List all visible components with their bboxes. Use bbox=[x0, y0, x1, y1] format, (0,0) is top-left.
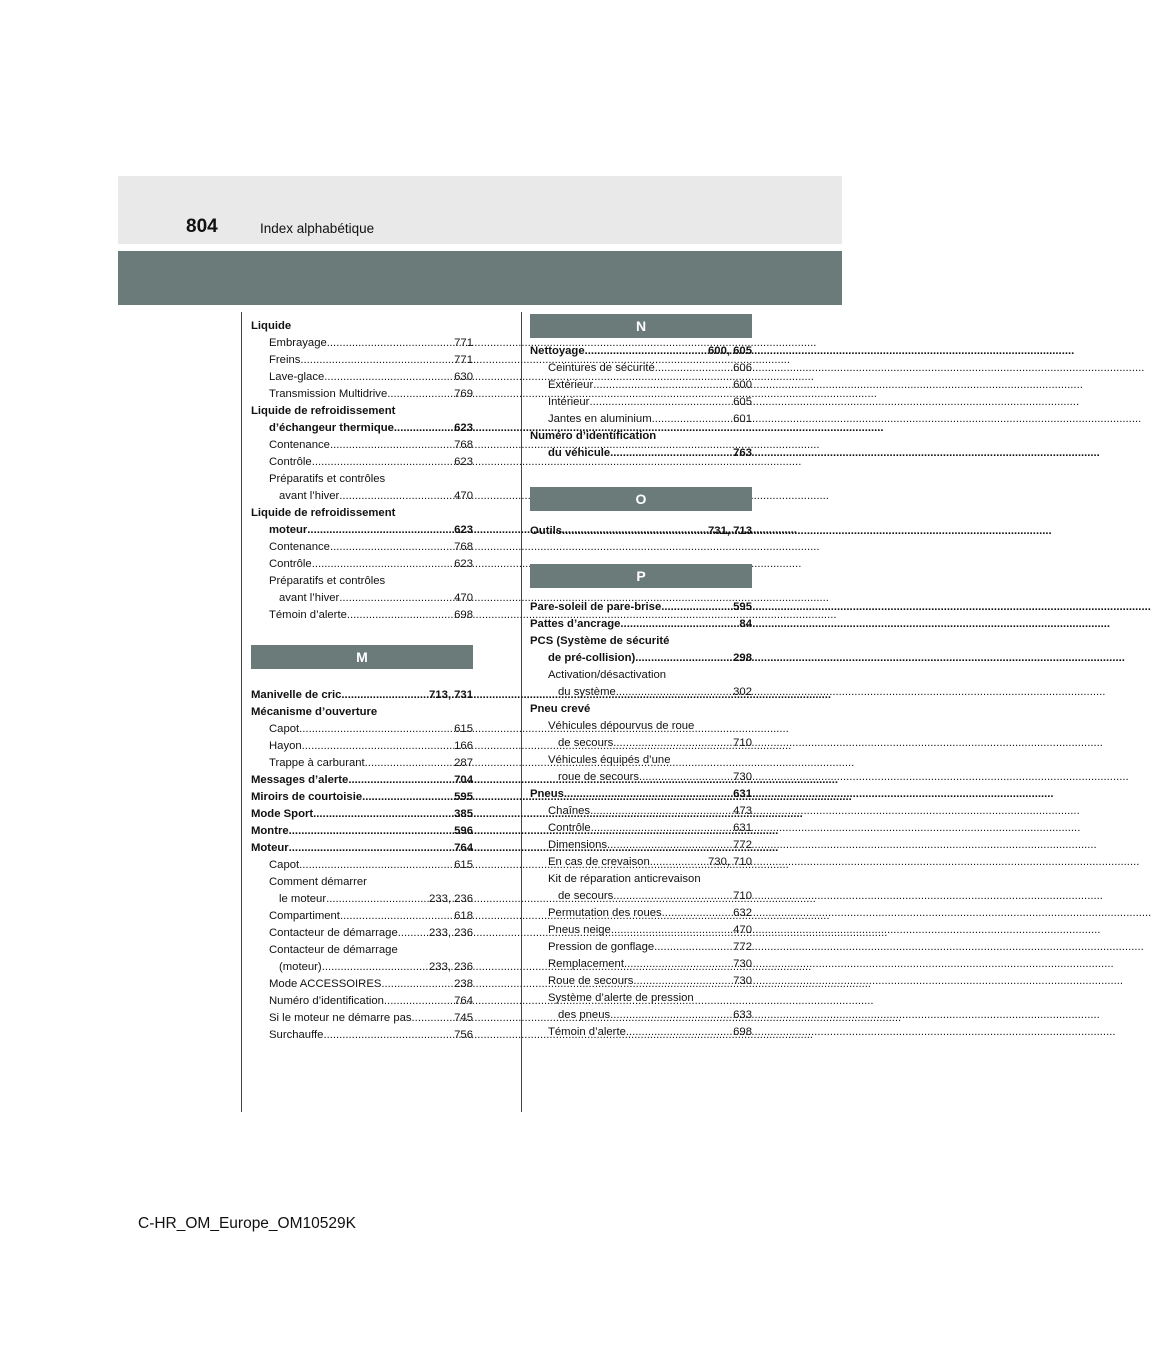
dot-leader bbox=[654, 939, 732, 956]
dot-leader bbox=[302, 738, 453, 755]
dot-leader bbox=[610, 445, 732, 462]
index-entry-text: moteur bbox=[269, 524, 308, 536]
dot-leader bbox=[611, 922, 732, 939]
index-entry-text: Extérieur bbox=[548, 379, 594, 391]
index-entry-text: Compartiment bbox=[269, 910, 340, 922]
index-entry bbox=[251, 437, 473, 454]
index-entry bbox=[530, 445, 752, 462]
index-entry-page: 768 bbox=[454, 541, 473, 553]
index-entry-page: 633 bbox=[733, 1009, 752, 1021]
dot-leader bbox=[341, 687, 428, 704]
index-entry bbox=[530, 990, 752, 1007]
index-entry bbox=[530, 1007, 752, 1024]
index-entry bbox=[530, 428, 752, 445]
dot-leader bbox=[340, 908, 453, 925]
index-entry-text: Témoin d’alerte bbox=[548, 1026, 626, 1038]
index-entry-text: Numéro d’identification bbox=[530, 430, 657, 442]
index-entry-page: 615 bbox=[454, 723, 473, 735]
index-entry-text: Lave-glace bbox=[269, 371, 325, 383]
dot-leader bbox=[381, 976, 453, 993]
dot-leader bbox=[398, 925, 428, 942]
index-entry bbox=[530, 803, 752, 820]
dot-leader bbox=[590, 803, 732, 820]
index-entry-text: Pneu crevé bbox=[530, 703, 591, 715]
index-entry-text: Contrôle bbox=[269, 558, 312, 570]
index-entry bbox=[251, 573, 473, 590]
index-entry-page: 731, 713 bbox=[708, 525, 752, 537]
dot-leader bbox=[562, 523, 707, 540]
index-entry bbox=[530, 735, 752, 752]
index-entry bbox=[530, 922, 752, 939]
index-entry bbox=[251, 505, 473, 522]
index-entry-text: Contenance bbox=[269, 541, 330, 553]
index-entry bbox=[251, 488, 473, 505]
index-entry bbox=[530, 905, 752, 922]
index-entry-page: 704 bbox=[454, 774, 473, 786]
index-entry-page: 233, 236 bbox=[429, 893, 473, 905]
index-entry bbox=[251, 908, 473, 925]
dot-leader bbox=[299, 857, 453, 874]
index-entry bbox=[251, 1010, 473, 1027]
index-entry-page: 772 bbox=[733, 839, 752, 851]
index-entry-text: Pression de gonflage bbox=[548, 941, 655, 953]
index-entry bbox=[530, 616, 752, 633]
index-entry bbox=[530, 701, 752, 718]
index-entry-text: Activation/désactivation bbox=[548, 669, 667, 681]
dot-leader bbox=[324, 369, 453, 386]
index-entry bbox=[251, 976, 473, 993]
index-entry bbox=[530, 837, 752, 854]
dot-leader bbox=[312, 556, 453, 573]
index-entry-text: Liquide de refroidissement bbox=[251, 507, 396, 519]
index-entry-page: 771 bbox=[454, 354, 473, 366]
index-entry-page: 615 bbox=[454, 859, 473, 871]
index-entry-page: 710 bbox=[733, 890, 752, 902]
index-entry-text: Pare-soleil de pare-brise bbox=[530, 601, 662, 613]
dot-leader bbox=[394, 420, 453, 437]
index-entry-page: 473 bbox=[733, 805, 752, 817]
index-entry-text: de secours bbox=[558, 890, 614, 902]
dot-leader bbox=[299, 721, 453, 738]
index-entry bbox=[530, 650, 752, 667]
index-entry-text: Trappe à carburant bbox=[269, 757, 365, 769]
index-entry-page: 698 bbox=[733, 1026, 752, 1038]
dot-leader bbox=[313, 806, 453, 823]
index-entry-page: 730 bbox=[733, 771, 752, 783]
index-entry-page: 768 bbox=[454, 439, 473, 451]
dot-leader bbox=[591, 820, 732, 837]
index-entry bbox=[251, 607, 473, 624]
index-entry bbox=[251, 755, 473, 772]
dot-leader bbox=[289, 823, 453, 840]
index-entry bbox=[251, 857, 473, 874]
section-title: Index alphabétique bbox=[260, 221, 375, 236]
index-entry bbox=[251, 352, 473, 369]
index-entry bbox=[251, 556, 473, 573]
dot-leader bbox=[626, 1024, 732, 1041]
index-entry-text: Préparatifs et contrôles bbox=[269, 575, 386, 587]
left-column-rule bbox=[241, 312, 242, 1112]
letter-band-n: N bbox=[530, 314, 752, 338]
index-entry bbox=[530, 871, 752, 888]
letter-band-p: P bbox=[530, 564, 752, 588]
index-entry bbox=[530, 633, 752, 650]
dot-leader bbox=[585, 343, 707, 360]
dot-leader bbox=[323, 1027, 453, 1044]
dot-leader bbox=[348, 772, 453, 789]
dot-leader bbox=[327, 335, 453, 352]
index-entry-page: 596 bbox=[454, 825, 473, 837]
index-entry-text: (moteur) bbox=[279, 961, 322, 973]
dot-leader bbox=[633, 973, 732, 990]
index-entry-text: Pneus neige bbox=[548, 924, 611, 936]
index-entry bbox=[251, 738, 473, 755]
index-entry-page: 756 bbox=[454, 1029, 473, 1041]
dot-leader bbox=[593, 377, 732, 394]
index-entry-page: 601 bbox=[733, 413, 752, 425]
dot-leader bbox=[312, 454, 453, 471]
dot-leader bbox=[339, 488, 453, 505]
right-column bbox=[530, 314, 752, 1041]
index-entry bbox=[251, 993, 473, 1010]
index-entry-text: Dimensions bbox=[548, 839, 608, 851]
dot-leader bbox=[589, 394, 732, 411]
index-entry-text: Contenance bbox=[269, 439, 330, 451]
index-entry bbox=[251, 704, 473, 721]
index-entry bbox=[251, 789, 473, 806]
index-entry-text: Capot bbox=[269, 859, 300, 871]
dot-leader bbox=[655, 360, 732, 377]
index-entry bbox=[530, 820, 752, 837]
dot-leader bbox=[652, 411, 733, 428]
dot-leader bbox=[387, 386, 453, 403]
index-entry-page: 623 bbox=[454, 558, 473, 570]
index-entry-page: 730 bbox=[733, 975, 752, 987]
index-entry bbox=[530, 854, 752, 871]
index-entry-text: Système d’alerte de pression bbox=[548, 992, 694, 1004]
dot-leader bbox=[620, 616, 738, 633]
index-entry bbox=[251, 318, 473, 335]
dot-leader bbox=[624, 956, 732, 973]
page-number: 804 bbox=[186, 216, 218, 237]
index-entry-page: 772 bbox=[733, 941, 752, 953]
dot-leader bbox=[607, 837, 732, 854]
index-entry bbox=[530, 684, 752, 701]
index-entry-page: 298 bbox=[733, 652, 752, 664]
dot-leader bbox=[330, 539, 453, 556]
index-entry-page: 600, 605 bbox=[708, 345, 752, 357]
index-entry-text: Comment démarrer bbox=[269, 876, 367, 888]
index-entry-page: 166 bbox=[454, 740, 473, 752]
index-entry-page: 763 bbox=[733, 447, 752, 459]
index-entry-page: 470 bbox=[733, 924, 752, 936]
index-entry-text: le moteur bbox=[279, 893, 327, 905]
dot-leader bbox=[613, 735, 732, 752]
index-entry bbox=[251, 687, 473, 704]
index-entry-page: 595 bbox=[454, 791, 473, 803]
dot-leader bbox=[662, 905, 732, 922]
dot-leader bbox=[635, 650, 732, 667]
index-entry-text: Chaînes bbox=[548, 805, 591, 817]
index-entry-text: Messages d’alerte bbox=[251, 774, 349, 786]
index-entry bbox=[530, 752, 752, 769]
index-entry-text: Jantes en aluminium bbox=[548, 413, 652, 425]
index-entry-page: 623 bbox=[454, 524, 473, 536]
index-entry-text: Véhicules dépourvus de roue bbox=[548, 720, 695, 732]
header-band bbox=[118, 251, 842, 305]
index-entry-text: Liquide bbox=[251, 320, 292, 332]
index-entry bbox=[530, 343, 752, 360]
index-entry-text: roue de secours bbox=[558, 771, 640, 783]
index-entry-page: 385 bbox=[454, 808, 473, 820]
dot-leader bbox=[330, 437, 453, 454]
index-entry-text: des pneus bbox=[558, 1009, 611, 1021]
index-entry-text: du véhicule bbox=[548, 447, 611, 459]
index-entry-text: Liquide de refroidissement bbox=[251, 405, 396, 417]
index-entry-page: 630 bbox=[454, 371, 473, 383]
dot-leader bbox=[564, 786, 732, 803]
index-entry-text: de pré-collision) bbox=[548, 652, 636, 664]
index-entry-text: avant l’hiver bbox=[279, 490, 340, 502]
index-entry-page: 764 bbox=[454, 842, 473, 854]
index-entry-text: Outils bbox=[530, 525, 563, 537]
index-entry-text: Contrôle bbox=[269, 456, 312, 468]
dot-leader bbox=[639, 769, 732, 786]
index-entry bbox=[530, 394, 752, 411]
dot-leader bbox=[384, 993, 453, 1010]
index-entry bbox=[251, 840, 473, 857]
index-entry bbox=[530, 786, 752, 803]
index-entry-text: Mécanisme d’ouverture bbox=[251, 706, 378, 718]
index-entry-text: Kit de réparation anticrevaison bbox=[548, 873, 701, 885]
index-entry-text: de secours bbox=[558, 737, 614, 749]
index-entry-text: avant l’hiver bbox=[279, 592, 340, 604]
index-entry bbox=[530, 667, 752, 684]
index-entry bbox=[251, 369, 473, 386]
letter-band-m: M bbox=[251, 645, 473, 669]
index-entry bbox=[251, 925, 473, 942]
index-group-m bbox=[251, 687, 473, 1044]
index-entry-page: 631 bbox=[733, 822, 752, 834]
index-entry-text: Capot bbox=[269, 723, 300, 735]
index-entry-page: 605 bbox=[733, 396, 752, 408]
index-entry-page: 769 bbox=[454, 388, 473, 400]
index-entry-text: Ceintures de sécurité bbox=[548, 362, 655, 374]
dot-leader bbox=[362, 789, 453, 806]
index-entry-text: Permutation des roues bbox=[548, 907, 662, 919]
index-entry-text: Surchauffe bbox=[269, 1029, 324, 1041]
dot-leader bbox=[307, 522, 453, 539]
index-entry-page: 470 bbox=[454, 490, 473, 502]
index-entry bbox=[251, 386, 473, 403]
index-entry bbox=[530, 769, 752, 786]
dot-leader bbox=[650, 854, 707, 871]
index-entry bbox=[530, 360, 752, 377]
dot-leader bbox=[365, 755, 453, 772]
index-entry-page: 84 bbox=[739, 618, 752, 630]
document-code: C-HR_OM_Europe_OM10529K bbox=[138, 1215, 356, 1232]
index-entry bbox=[251, 454, 473, 471]
index-entry-page: 233, 236 bbox=[429, 961, 473, 973]
index-entry-text: Remplacement bbox=[548, 958, 624, 970]
header-bar bbox=[118, 176, 842, 244]
dot-leader bbox=[616, 684, 732, 701]
index-entry-text: Roue de secours bbox=[548, 975, 634, 987]
index-entry bbox=[251, 721, 473, 738]
dot-leader bbox=[300, 352, 453, 369]
index-entry-text: Contacteur de démarrage bbox=[269, 927, 398, 939]
dot-leader bbox=[326, 891, 428, 908]
index-entry-text: Miroirs de courtoisie bbox=[251, 791, 363, 803]
index-entry bbox=[251, 806, 473, 823]
index-entry-text: Si le moteur ne démarre pas bbox=[269, 1012, 412, 1024]
index-entry-page: 233, 236 bbox=[429, 927, 473, 939]
index-entry-text: Montre bbox=[251, 825, 289, 837]
dot-leader bbox=[661, 599, 732, 616]
index-entry-page: 698 bbox=[454, 609, 473, 621]
index-entry bbox=[251, 1027, 473, 1044]
index-entry-page: 238 bbox=[454, 978, 473, 990]
index-entry bbox=[251, 539, 473, 556]
dot-leader bbox=[347, 607, 453, 624]
index-entry-page: 730, 710 bbox=[708, 856, 752, 868]
index-entry bbox=[251, 471, 473, 488]
index-entry-page: 287 bbox=[454, 757, 473, 769]
index-entry bbox=[530, 411, 752, 428]
letter-band-o: O bbox=[530, 487, 752, 511]
index-entry bbox=[530, 956, 752, 973]
index-entry-page: 764 bbox=[454, 995, 473, 1007]
index-entry-text: Mode Sport bbox=[251, 808, 314, 820]
index-entry bbox=[530, 599, 752, 616]
index-entry-text: du système bbox=[558, 686, 616, 698]
index-entry-text: Hayon bbox=[269, 740, 302, 752]
index-entry-text: PCS (Système de sécurité bbox=[530, 635, 670, 647]
index-group-l bbox=[251, 318, 473, 624]
index-entry-page: 710 bbox=[733, 737, 752, 749]
index-entry-text: Numéro d’identification bbox=[269, 995, 384, 1007]
left-column bbox=[251, 318, 473, 1044]
index-entry-text: Contacteur de démarrage bbox=[269, 944, 398, 956]
dot-leader bbox=[610, 1007, 732, 1024]
index-entry bbox=[251, 959, 473, 976]
index-entry bbox=[530, 973, 752, 990]
index-entry-page: 618 bbox=[454, 910, 473, 922]
index-entry-page: 606 bbox=[733, 362, 752, 374]
index-entry-text: Freins bbox=[269, 354, 301, 366]
index-entry-text: Pattes d’ancrage bbox=[530, 618, 621, 630]
index-entry bbox=[251, 772, 473, 789]
index-entry bbox=[251, 891, 473, 908]
index-entry-text: Mode ACCESSOIRES bbox=[269, 978, 382, 990]
dot-leader bbox=[289, 840, 453, 857]
index-entry bbox=[251, 823, 473, 840]
index-group-o bbox=[530, 523, 752, 540]
index-entry-text: Pneus bbox=[530, 788, 564, 800]
index-entry bbox=[530, 523, 752, 540]
index-entry-text: Transmission Multidrive bbox=[269, 388, 388, 400]
index-entry-page: 600 bbox=[733, 379, 752, 391]
index-entry-text: Manivelle de cric bbox=[251, 689, 342, 701]
index-entry-text: En cas de crevaison bbox=[548, 856, 650, 868]
index-entry-text: Véhicules équipés d’une bbox=[548, 754, 671, 766]
index-entry bbox=[530, 1024, 752, 1041]
dot-leader bbox=[339, 590, 453, 607]
index-entry bbox=[251, 874, 473, 891]
index-entry bbox=[530, 718, 752, 735]
index-entry bbox=[251, 335, 473, 352]
index-entry-text: d’échangeur thermique bbox=[269, 422, 394, 434]
index-entry bbox=[530, 377, 752, 394]
index-entry-text: Témoin d’alerte bbox=[269, 609, 347, 621]
index-group-p bbox=[530, 599, 752, 1041]
index-entry bbox=[530, 888, 752, 905]
index-entry-text: Nettoyage bbox=[530, 345, 585, 357]
index-entry-page: 623 bbox=[454, 422, 473, 434]
index-entry-page: 730 bbox=[733, 958, 752, 970]
index-entry bbox=[530, 939, 752, 956]
index-entry-page: 632 bbox=[733, 907, 752, 919]
dot-leader bbox=[613, 888, 732, 905]
index-entry bbox=[251, 942, 473, 959]
index-entry-page: 771 bbox=[454, 337, 473, 349]
index-entry-text: Intérieur bbox=[548, 396, 590, 408]
index-entry-page: 713, 731 bbox=[429, 689, 473, 701]
index-entry bbox=[251, 522, 473, 539]
index-entry-page: 302 bbox=[733, 686, 752, 698]
index-entry bbox=[251, 590, 473, 607]
dot-leader bbox=[412, 1010, 454, 1027]
index-entry-text: Moteur bbox=[251, 842, 289, 854]
index-entry-page: 623 bbox=[454, 456, 473, 468]
dot-leader bbox=[322, 959, 428, 976]
index-entry-page: 745 bbox=[454, 1012, 473, 1024]
index-entry-page: 595 bbox=[733, 601, 752, 613]
index-entry-page: 470 bbox=[454, 592, 473, 604]
index-entry bbox=[251, 420, 473, 437]
index-entry-text: Préparatifs et contrôles bbox=[269, 473, 386, 485]
index-entry-text: Embrayage bbox=[269, 337, 327, 349]
index-group-n bbox=[530, 343, 752, 462]
index-entry bbox=[251, 403, 473, 420]
index-entry-text: Contrôle bbox=[548, 822, 591, 834]
index-entry-page: 631 bbox=[733, 788, 752, 800]
